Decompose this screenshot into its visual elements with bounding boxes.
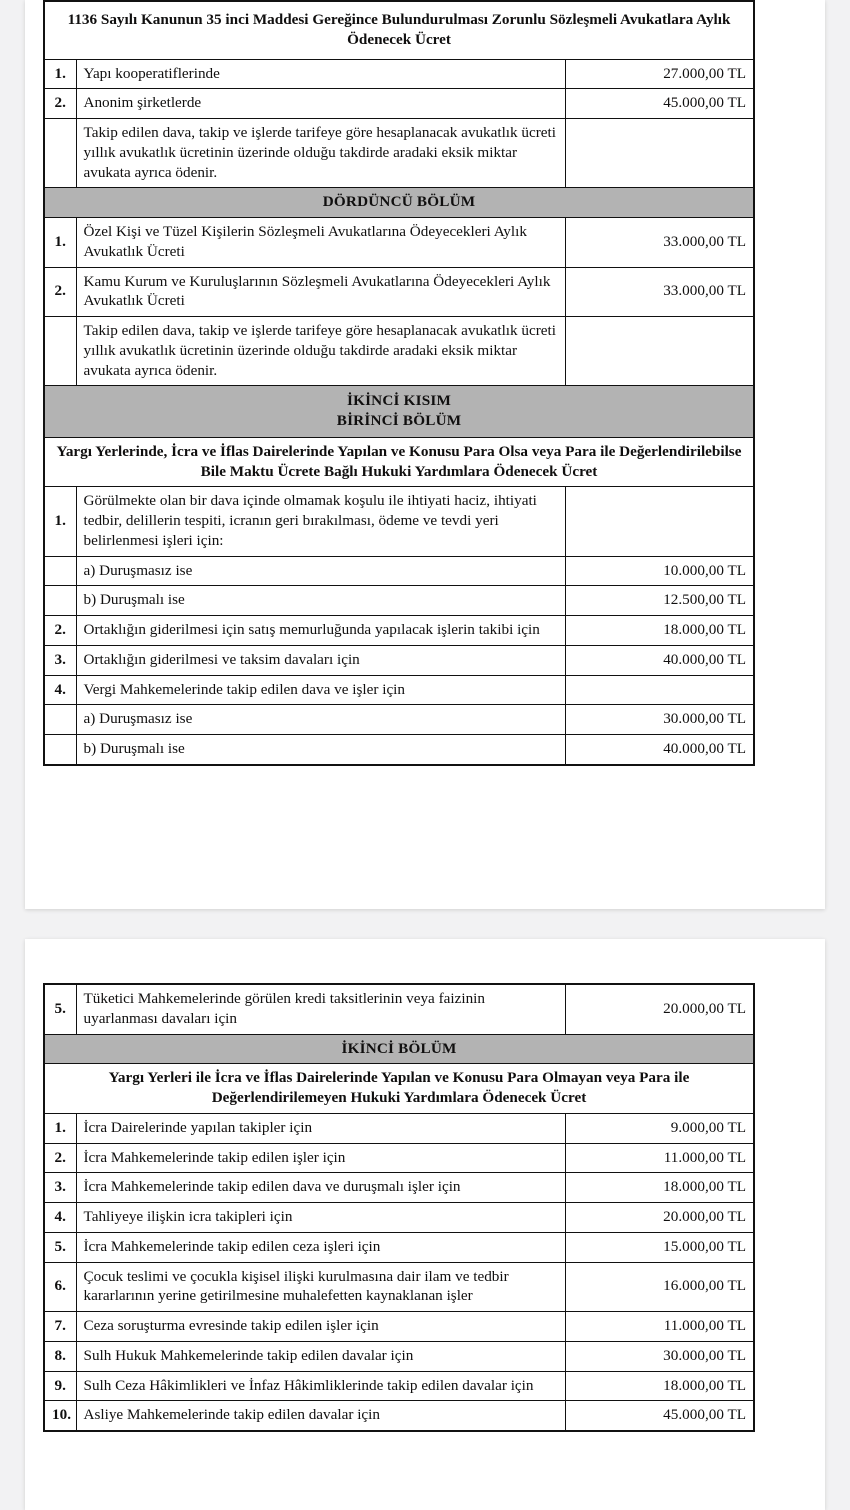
row-description: b) Duruşmalı ise — [76, 586, 565, 616]
row-number: 10. — [44, 1401, 76, 1431]
row-description: İcra Mahkemelerinde takip edilen ceza işleri için — [76, 1232, 565, 1262]
row-description: Ortaklığın giderilmesi için satış memurluğunda yapılacak işlerin takibi için — [76, 616, 565, 646]
row-description: Asliye Mahkemelerinde takip edilen davalar için — [76, 1401, 565, 1431]
row-price — [565, 119, 754, 188]
table-row — [44, 645, 754, 675]
row-price: 30.000,00 TL — [565, 705, 754, 735]
table-row — [44, 586, 754, 616]
document-page-2 — [25, 939, 825, 1510]
row-number: 4. — [44, 675, 76, 705]
row-description: Sulh Ceza Hâkimlikleri ve İnfaz Hâkimliklerinde takip edilen davalar için — [76, 1371, 565, 1401]
row-description: İcra Dairelerinde yapılan takipler için — [76, 1113, 565, 1143]
row-description: Ceza soruşturma evresinde takip edilen işler için — [76, 1312, 565, 1342]
table-row — [44, 1341, 754, 1371]
row-number — [44, 705, 76, 735]
table-row-note — [44, 317, 754, 386]
row-price: 9.000,00 TL — [565, 1113, 754, 1143]
table-row — [44, 89, 754, 119]
table-row — [44, 1232, 754, 1262]
row-description: İcra Mahkemelerinde takip edilen dava ve duruşmalı işler için — [76, 1173, 565, 1203]
row-number — [44, 556, 76, 586]
row-number: 5. — [44, 1232, 76, 1262]
row-price: 11.000,00 TL — [565, 1143, 754, 1173]
row-number — [44, 317, 76, 386]
fee-table-page-1 — [43, 0, 755, 766]
table-row — [44, 487, 754, 556]
table-row — [44, 1113, 754, 1143]
section-subtitle: Yargı Yerleri ile İcra ve İflas Dairelerinde Yapılan ve Konusu Para Olmayan veya Para ile Değerlendirilemeyen Hukuki Yardımlara Ödenecek Ücret — [44, 1064, 754, 1114]
row-number — [44, 586, 76, 616]
row-price: 30.000,00 TL — [565, 1341, 754, 1371]
section-subtitle: Yargı Yerlerinde, İcra ve İflas Dairelerinde Yapılan ve Konusu Para Olsa veya Para ile Değerlendirilebilse Bile Maktu Ücrete Bağlı Hukuki Yardımlara Ödenecek Ücret — [44, 437, 754, 487]
row-description: Vergi Mahkemelerinde takip edilen dava ve işler için — [76, 675, 565, 705]
row-price: 45.000,00 TL — [565, 1401, 754, 1431]
row-price: 18.000,00 TL — [565, 1173, 754, 1203]
row-number: 9. — [44, 1371, 76, 1401]
table-row-note — [44, 119, 754, 188]
table-row — [44, 616, 754, 646]
row-description: Anonim şirketlerde — [76, 89, 565, 119]
row-number: 6. — [44, 1262, 76, 1312]
row-number: 2. — [44, 1143, 76, 1173]
row-description: Takip edilen dava, takip ve işlerde tarifeye göre hesaplanacak avukatlık ücreti yıllık avukatlık ücretinin üzerinde olduğu takdirde aradaki eksik miktar avukata ayrıca ödenir. — [76, 119, 565, 188]
row-number: 8. — [44, 1341, 76, 1371]
row-number: 1. — [44, 59, 76, 89]
page-separator-gap — [0, 909, 850, 939]
row-number: 1. — [44, 1113, 76, 1143]
row-description: Görülmekte olan bir dava içinde olmamak koşulu ile ihtiyati haciz, ihtiyati tedbir, delillerin tespiti, icranın geri bırakılması, ödeme ve tevdi yeri belirlenmesi işleri için: — [76, 487, 565, 556]
row-price: 40.000,00 TL — [565, 645, 754, 675]
fee-table-page-2 — [43, 983, 755, 1432]
row-price: 20.000,00 TL — [565, 984, 754, 1034]
row-price: 27.000,00 TL — [565, 59, 754, 89]
section-band-ikinci-bolum — [44, 1034, 754, 1064]
row-description: İcra Mahkemelerinde takip edilen işler için — [76, 1143, 565, 1173]
row-price: 33.000,00 TL — [565, 267, 754, 317]
section-band-label-kisim: İKİNCİ KISIM — [346, 392, 452, 410]
table-row — [44, 267, 754, 317]
row-number: 1. — [44, 487, 76, 556]
table-row — [44, 1371, 754, 1401]
row-number: 2. — [44, 267, 76, 317]
row-description: Ortaklığın giderilmesi ve taksim davaları için — [76, 645, 565, 675]
table-row — [44, 1262, 754, 1312]
row-number: 3. — [44, 1173, 76, 1203]
row-number: 4. — [44, 1203, 76, 1233]
row-price — [565, 487, 754, 556]
row-description: Çocuk teslimi ve çocukla kişisel ilişki kurulmasına dair ilam ve tedbir kararlarının yerine getirilmesine muhalefetten kaynaklanan işler — [76, 1262, 565, 1312]
row-price: 40.000,00 TL — [565, 735, 754, 765]
table-row — [44, 1173, 754, 1203]
row-description: Kamu Kurum ve Kuruluşlarının Sözleşmeli Avukatlarına Ödeyecekleri Aylık Avukatlık Ücreti — [76, 267, 565, 317]
table-row — [44, 675, 754, 705]
row-description: Yapı kooperatiflerinde — [76, 59, 565, 89]
row-description: Sulh Hukuk Mahkemelerinde takip edilen davalar için — [76, 1341, 565, 1371]
table-row — [44, 705, 754, 735]
row-price: 18.000,00 TL — [565, 1371, 754, 1401]
row-description: b) Duruşmalı ise — [76, 735, 565, 765]
document-page-1 — [25, 0, 825, 909]
table-row — [44, 556, 754, 586]
row-price: 18.000,00 TL — [565, 616, 754, 646]
table-row — [44, 59, 754, 89]
row-price: 20.000,00 TL — [565, 1203, 754, 1233]
row-price: 15.000,00 TL — [565, 1232, 754, 1262]
row-price: 10.000,00 TL — [565, 556, 754, 586]
row-description: Tahliyeye ilişkin icra takipleri için — [76, 1203, 565, 1233]
row-price — [565, 317, 754, 386]
row-price: 16.000,00 TL — [565, 1262, 754, 1312]
row-description: Özel Kişi ve Tüzel Kişilerin Sözleşmeli Avukatlarına Ödeyecekleri Aylık Avukatlık Ücreti — [76, 218, 565, 268]
section-subtitle-row — [44, 437, 754, 487]
row-description: Takip edilen dava, takip ve işlerde tarifeye göre hesaplanacak avukatlık ücreti yıllık avukatlık ücretinin üzerinde olduğu takdirde aradaki eksik miktar avukata ayrıca ödenir. — [76, 317, 565, 386]
row-number — [44, 735, 76, 765]
section-band-label: DÖRDÜNCÜ BÖLÜM — [44, 188, 754, 218]
table-row — [44, 1143, 754, 1173]
table-row — [44, 1312, 754, 1342]
row-number: 2. — [44, 616, 76, 646]
row-description: a) Duruşmasız ise — [76, 705, 565, 735]
section-subtitle-row — [44, 1064, 754, 1114]
section-band-dorduncu-bolum — [44, 188, 754, 218]
row-price: 45.000,00 TL — [565, 89, 754, 119]
row-number: 1. — [44, 218, 76, 268]
row-price: 12.500,00 TL — [565, 586, 754, 616]
table-row-clipped — [44, 1401, 754, 1431]
table-row — [44, 1203, 754, 1233]
section-band-label-bolum: BİRİNCİ BÖLÜM — [336, 412, 462, 429]
row-price: 33.000,00 TL — [565, 218, 754, 268]
row-description: Tüketici Mahkemelerinde görülen kredi taksitlerinin veya faizinin uyarlanması davaları için — [76, 984, 565, 1034]
section-band-label: İKİNCİ BÖLÜM — [44, 1034, 754, 1064]
table-row — [44, 984, 754, 1034]
row-number: 3. — [44, 645, 76, 675]
section-band-ikinci-kisim — [44, 386, 754, 438]
page-title: 1136 Sayılı Kanunun 35 inci Maddesi Gereğince Bulundurulması Zorunlu Sözleşmeli Avukatlara Aylık Ödenecek Ücret — [44, 1, 754, 59]
row-number: 2. — [44, 89, 76, 119]
table-header-title-row — [44, 1, 754, 59]
row-price: 11.000,00 TL — [565, 1312, 754, 1342]
table-row — [44, 218, 754, 268]
row-number — [44, 119, 76, 188]
row-price — [565, 675, 754, 705]
row-description: a) Duruşmasız ise — [76, 556, 565, 586]
row-number: 7. — [44, 1312, 76, 1342]
table-row — [44, 735, 754, 765]
row-number: 5. — [44, 984, 76, 1034]
